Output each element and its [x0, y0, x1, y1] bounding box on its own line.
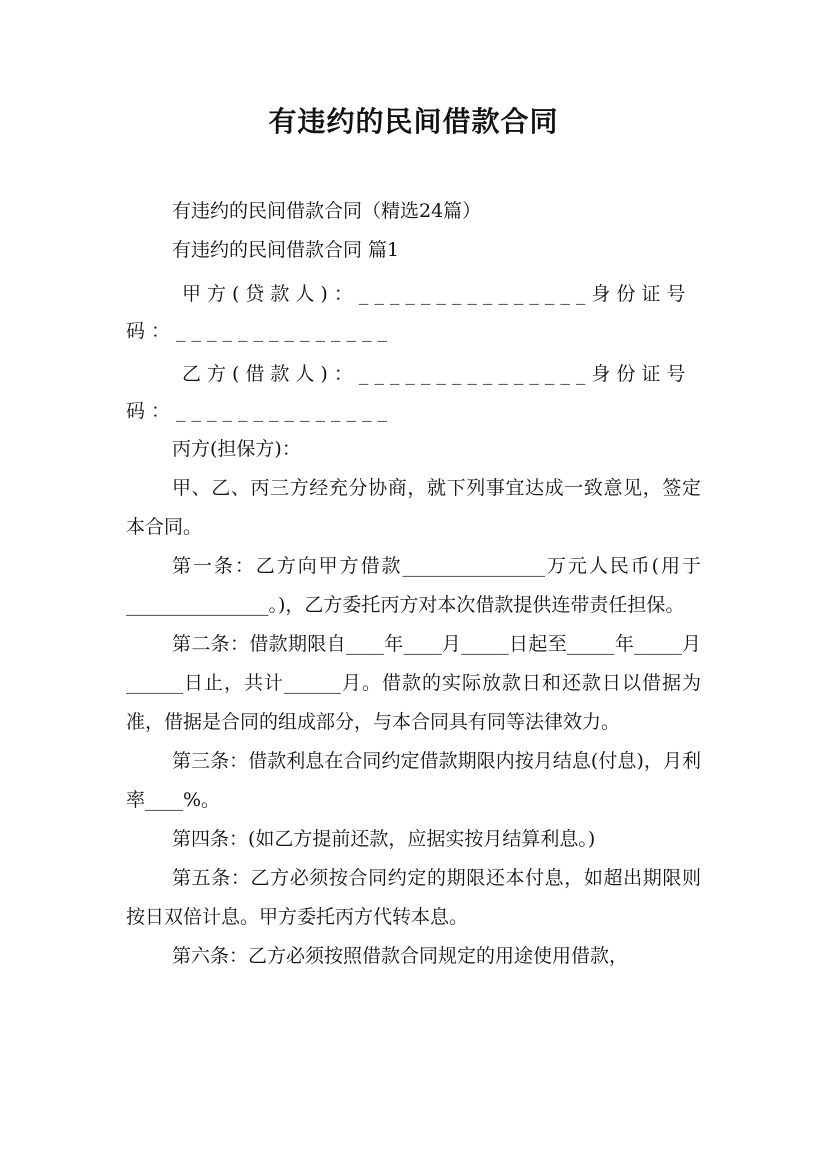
paragraph-party-a: 甲方(贷款人)：_______________身份证号码：______________ [126, 283, 692, 342]
paragraph-party-b: 乙方(借款人)：_______________身份证号码：______________ [126, 363, 692, 422]
paragraph-article-1: 第一条：乙方向甲方借款_______________万元人民币(用于_______________。)，乙方委托丙方对本次借款提供连带责任担保。 [126, 555, 701, 616]
paragraph-subtitle: 有违约的民间借款合同（精选24篇） [172, 200, 482, 222]
paragraph-article-4: 第四条：(如乙方提前还款，应据实按月结算利息。) [172, 828, 596, 850]
paragraph-agreement: 甲、乙、丙三方经充分协商，就下列事宜达成一致意见，签定本合同。 [126, 477, 701, 538]
document-body [126, 192, 701, 976]
paragraph-article-6: 第六条：乙方必须按照借款合同规定的用途使用借款， [172, 945, 629, 967]
paragraph-chapter-heading: 有违约的民间借款合同 篇1 [172, 239, 400, 261]
paragraph-article-2: 第二条：借款期限自____年____月_____日起至_____年_____月______日止，共计______月。借款的实际放款日和还款日以借据为准，借据是合同的组成部分，与本合同具有同等法律效力。 [126, 633, 701, 733]
paragraph-article-3: 第三条：借款利息在合同约定借款期限内按月结息(付息)，月利率____%。 [126, 750, 701, 811]
paragraph-article-5: 第五条：乙方必须按合同约定的期限还本付息，如超出期限则按日双倍计息。甲方委托丙方代转本息。 [126, 867, 701, 928]
paragraph-party-c: 丙方(担保方)： [172, 438, 301, 460]
document-title: 有违约的民间借款合同 [268, 105, 559, 138]
